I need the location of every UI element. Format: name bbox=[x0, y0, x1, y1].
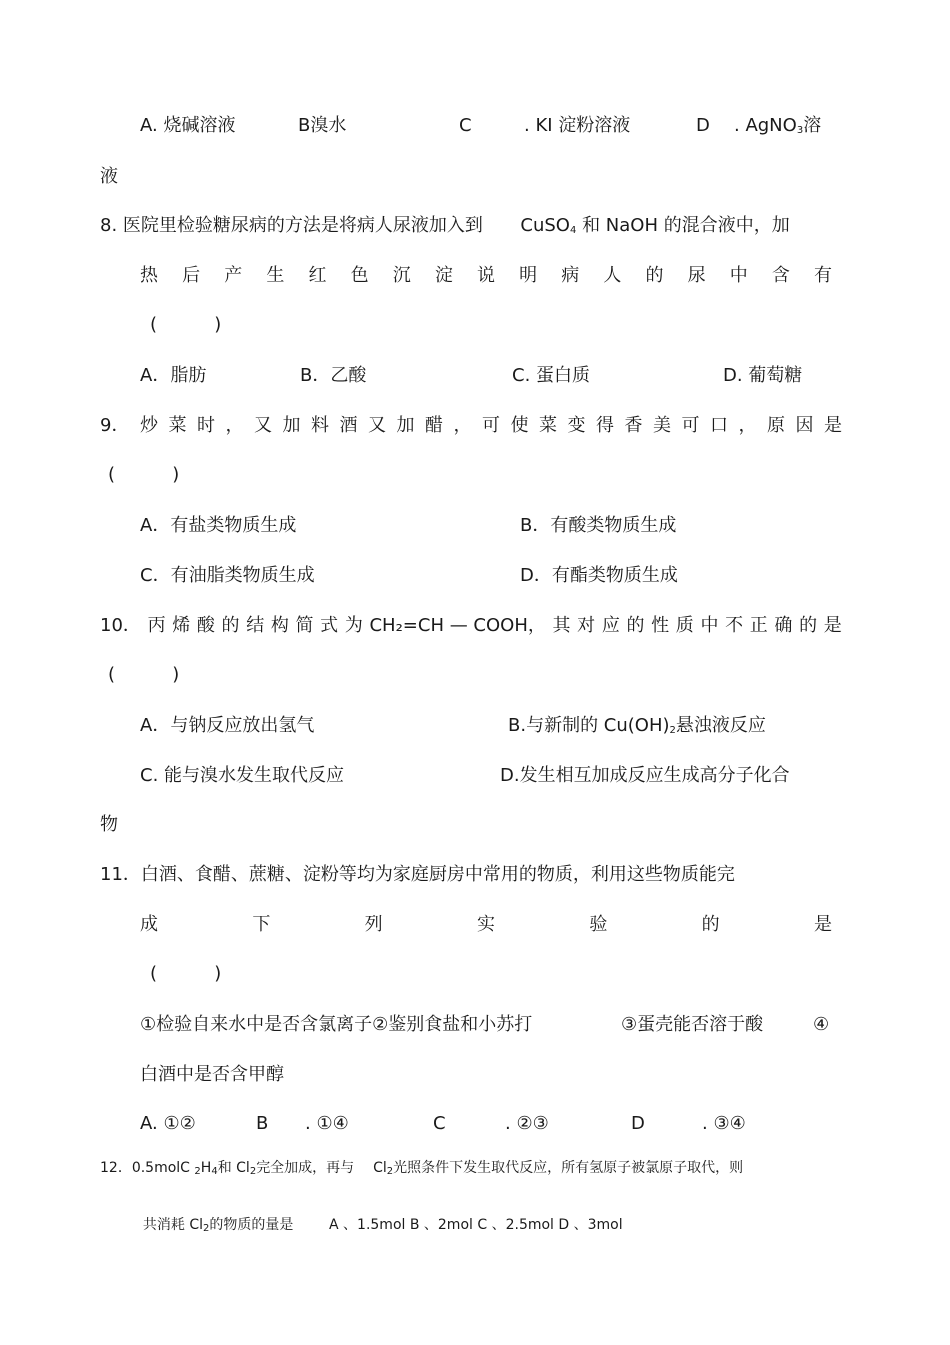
q12-line1-sub1: 2 bbox=[194, 1166, 201, 1177]
q9-line1-char: 又 bbox=[253, 415, 272, 436]
q8-line2-char: 热 bbox=[140, 265, 158, 286]
q11-option-c: . ②③ bbox=[505, 1113, 549, 1134]
q9-line1-char: 香 bbox=[624, 415, 643, 436]
q8-line2-char: 沉 bbox=[392, 265, 411, 286]
q10-line1-char: 是 bbox=[823, 615, 842, 636]
q8-line1-pre: 8. 医院里检验糖尿病的方法是将病人尿液加入到 bbox=[100, 215, 483, 236]
q11-option-a: A. ①② bbox=[140, 1113, 196, 1134]
q11-line2-char: 下 bbox=[252, 914, 271, 935]
q7-option-a: A. 烧碱溶液 bbox=[140, 115, 236, 136]
q8-line2-char: 说 bbox=[477, 265, 495, 286]
q8-option-a: A．脂肪 bbox=[140, 365, 207, 386]
q12-line1-sub3: 2 bbox=[249, 1166, 257, 1177]
q10-line1-char: 简 bbox=[295, 615, 314, 636]
q8-line2-char: 产 bbox=[224, 265, 243, 286]
q10-line1-char: 烯 bbox=[172, 615, 191, 636]
q9-option-a: A．有盐类物质生成 bbox=[140, 515, 297, 536]
q9-line1-char: 因 bbox=[795, 415, 814, 436]
q11-option-c-letter: C bbox=[433, 1113, 446, 1134]
q9-line1-char: 时 bbox=[196, 415, 215, 436]
q12-line2 bbox=[134, 1195, 623, 1235]
q11-option-b-letter: B bbox=[256, 1113, 269, 1134]
q8-answer-paren: ( ) bbox=[150, 314, 222, 335]
q8-line2-char: 中 bbox=[729, 265, 748, 286]
q12-line1-cl2: Cl bbox=[373, 1160, 387, 1176]
q12-line1-cl: Cl bbox=[236, 1160, 250, 1176]
q11-option-d: . ③④ bbox=[702, 1113, 746, 1134]
q8-line2-char: 含 bbox=[771, 265, 790, 286]
q9-line1-char: 美 bbox=[652, 415, 671, 436]
q10-option-d: D.发生相互加成反应生成高分子化合 bbox=[500, 765, 790, 786]
q7-option-c: . KI 淀粉溶液 bbox=[524, 115, 631, 136]
q8-option-d: D. 葡萄糖 bbox=[723, 365, 803, 386]
q9-line1-char: 口 bbox=[709, 415, 728, 436]
q12-line1-post: 完全加成，再与 bbox=[256, 1160, 355, 1176]
q10-line1-char: 确 bbox=[774, 615, 793, 636]
q8-line2-char: 红 bbox=[308, 265, 327, 286]
q11-option-d-letter: D bbox=[631, 1113, 645, 1134]
q8-line1 bbox=[100, 214, 790, 238]
q12-line2-post: 的物质的量是 bbox=[209, 1217, 294, 1233]
q12-line2-sub: 2 bbox=[203, 1223, 210, 1234]
q10-line1-char: 丙 bbox=[147, 615, 166, 636]
q9-line1 bbox=[100, 414, 842, 438]
q8-line2-char: 病 bbox=[561, 265, 580, 286]
q12-options: A 、1.5mol B 、2mol C 、2.5mol D 、3mol bbox=[329, 1217, 623, 1233]
q8-line2-char: 生 bbox=[266, 265, 285, 286]
q11-answer-paren: ( ) bbox=[150, 963, 222, 984]
q11-line2-char: 验 bbox=[589, 914, 608, 935]
q11-items-line: ①检验自来水中是否含氯离子②鉴别食盐和小苏打 bbox=[140, 1014, 533, 1035]
q12-line1 bbox=[100, 1158, 743, 1178]
q7-option-c-letter: C bbox=[459, 115, 472, 136]
q12-line2-cl: Cl bbox=[189, 1217, 204, 1233]
q12-line1-tail: 光照条件下发生取代反应，所有氢原子被氯原子取代，则 bbox=[393, 1160, 744, 1176]
q12-line2-pre: 共消耗 bbox=[142, 1217, 185, 1233]
q9-line1-char: 是 bbox=[823, 415, 842, 436]
q9-line1-char: 酒 bbox=[339, 415, 358, 436]
q7-option-d-tail: 溶 bbox=[803, 115, 822, 136]
q10-line1-char: 的 bbox=[221, 615, 240, 636]
q9-line1-char: 菜 bbox=[538, 415, 557, 436]
q10-line1-char: 应 bbox=[601, 615, 620, 636]
q10-line1-char: 不 bbox=[725, 615, 744, 636]
q8-line1-post: 和 NaOH 的混合液中，加 bbox=[582, 215, 790, 236]
q10-line1-char: 的 bbox=[626, 615, 645, 636]
q7-option-d-wrap: 液 bbox=[100, 166, 118, 187]
q9-line1-char: 得 bbox=[595, 415, 614, 436]
q10-line1-char: 为 bbox=[344, 615, 363, 636]
q9-line1-char: 可 bbox=[481, 415, 500, 436]
q11-item4: 白酒中是否含甲醇 bbox=[140, 1064, 284, 1085]
q9-line1-char: 加 bbox=[396, 415, 415, 436]
q7-option-d-text: . AgNO bbox=[734, 115, 797, 136]
q7-option-d-sub: 3 bbox=[796, 125, 804, 136]
q12-line1-sub2: 4 bbox=[211, 1166, 218, 1177]
q10-option-c: C. 能与溴水发生取代反应 bbox=[140, 765, 345, 786]
q10-option-b-sub: 2 bbox=[669, 725, 676, 736]
q8-line2-char: 尿 bbox=[687, 265, 706, 286]
q11-line2-char: 列 bbox=[364, 914, 383, 935]
q8-line2-char: 的 bbox=[645, 265, 664, 286]
q8-option-c: C. 蛋白质 bbox=[512, 365, 591, 386]
q9-line1-char: 原 bbox=[766, 415, 785, 436]
q9-line1-char: 可 bbox=[681, 415, 700, 436]
q10-option-b-text: B.与新制的 Cu(OH) bbox=[508, 715, 670, 736]
q7-option-d bbox=[734, 114, 821, 138]
q11-line1: 11．白酒、食醋、蔗糖、淀粉等均为家庭厨房中常用的物质，利用这些物质能完 bbox=[100, 864, 735, 885]
q8-line2-char: 淀 bbox=[434, 265, 453, 286]
q10-line1-char: 的 bbox=[799, 615, 818, 636]
q10-line1-char: 质 bbox=[675, 615, 694, 636]
q10-option-a: A．与钠反应放出氢气 bbox=[140, 715, 315, 736]
q12-line1-h: H bbox=[200, 1160, 212, 1176]
q8-line2-char: 有 bbox=[814, 265, 832, 286]
q12-line1-mid: 和 bbox=[217, 1160, 232, 1176]
q10-option-d-wrap: 物 bbox=[100, 814, 118, 835]
q9-line1-char: 醋 bbox=[424, 415, 443, 436]
q11-option-b: . ①④ bbox=[305, 1113, 349, 1134]
q10-line1-char: 构 bbox=[270, 615, 289, 636]
q7-option-b: B溴水 bbox=[298, 115, 347, 136]
q10-line1-char: 其 bbox=[552, 615, 571, 636]
q10-line1-char: 式 bbox=[320, 615, 339, 636]
q9-option-d: D．有酯类物质生成 bbox=[520, 565, 678, 586]
q7-option-d-letter: D bbox=[696, 115, 710, 136]
q10-line1-char: 酸 bbox=[196, 615, 215, 636]
q11-line2-char: 的 bbox=[701, 914, 720, 935]
q8-line2-char: 色 bbox=[350, 265, 369, 286]
q10-line1-formula: CH₂=CH — COOH， bbox=[369, 615, 546, 636]
q9-line1-char: ， bbox=[225, 415, 244, 436]
q10-option-b-tail: 悬浊液反应 bbox=[675, 715, 766, 736]
q9-line1-char: 料 bbox=[310, 415, 329, 436]
q10-line1-char: 中 bbox=[700, 615, 719, 636]
q9-line1-char: 又 bbox=[367, 415, 386, 436]
q8-option-b: B．乙酸 bbox=[300, 365, 367, 386]
q8-line1-sub: 4 bbox=[569, 225, 577, 236]
q11-line2 bbox=[140, 913, 832, 937]
q9-line1-char: 9． bbox=[100, 415, 130, 436]
q9-line1-char: 菜 bbox=[168, 415, 187, 436]
q11-item4-mark: ④ bbox=[813, 1014, 830, 1035]
q10-line1-char: 对 bbox=[577, 615, 596, 636]
q8-line1-formula: CuSO bbox=[520, 215, 570, 236]
q11-line2-char: 是 bbox=[813, 914, 832, 935]
q8-line2 bbox=[140, 264, 832, 288]
q8-line2-char: 后 bbox=[182, 265, 201, 286]
q9-line1-char: 使 bbox=[510, 415, 529, 436]
q12-line1-pre: 12．0.5molC bbox=[100, 1160, 190, 1176]
q12-line1-sub4: 2 bbox=[386, 1166, 394, 1177]
q10-line1-char: 正 bbox=[749, 615, 768, 636]
q10-line1-char: 10． bbox=[100, 615, 141, 636]
q9-line1-char: ， bbox=[453, 415, 472, 436]
q10-line1-char: 结 bbox=[246, 615, 265, 636]
q9-line1-char: 加 bbox=[282, 415, 301, 436]
q11-item3: ③蛋壳能否溶于酸 bbox=[621, 1014, 764, 1035]
q10-line1 bbox=[100, 614, 842, 638]
q9-answer-paren: ( ) bbox=[108, 464, 180, 485]
q9-line1-char: 炒 bbox=[139, 415, 158, 436]
q11-line2-char: 实 bbox=[476, 914, 495, 935]
q9-line1-char: ， bbox=[738, 415, 757, 436]
q11-line2-char: 成 bbox=[140, 914, 158, 935]
q9-line1-char: 变 bbox=[567, 415, 586, 436]
q10-answer-paren: ( ) bbox=[108, 664, 180, 685]
q8-line2-char: 明 bbox=[519, 265, 538, 286]
q8-line2-char: 人 bbox=[603, 265, 622, 286]
q9-option-c: C．有油脂类物质生成 bbox=[140, 565, 315, 586]
q10-line1-char: 性 bbox=[651, 615, 670, 636]
q10-option-b bbox=[508, 714, 766, 738]
q9-option-b: B．有酸类物质生成 bbox=[520, 515, 677, 536]
